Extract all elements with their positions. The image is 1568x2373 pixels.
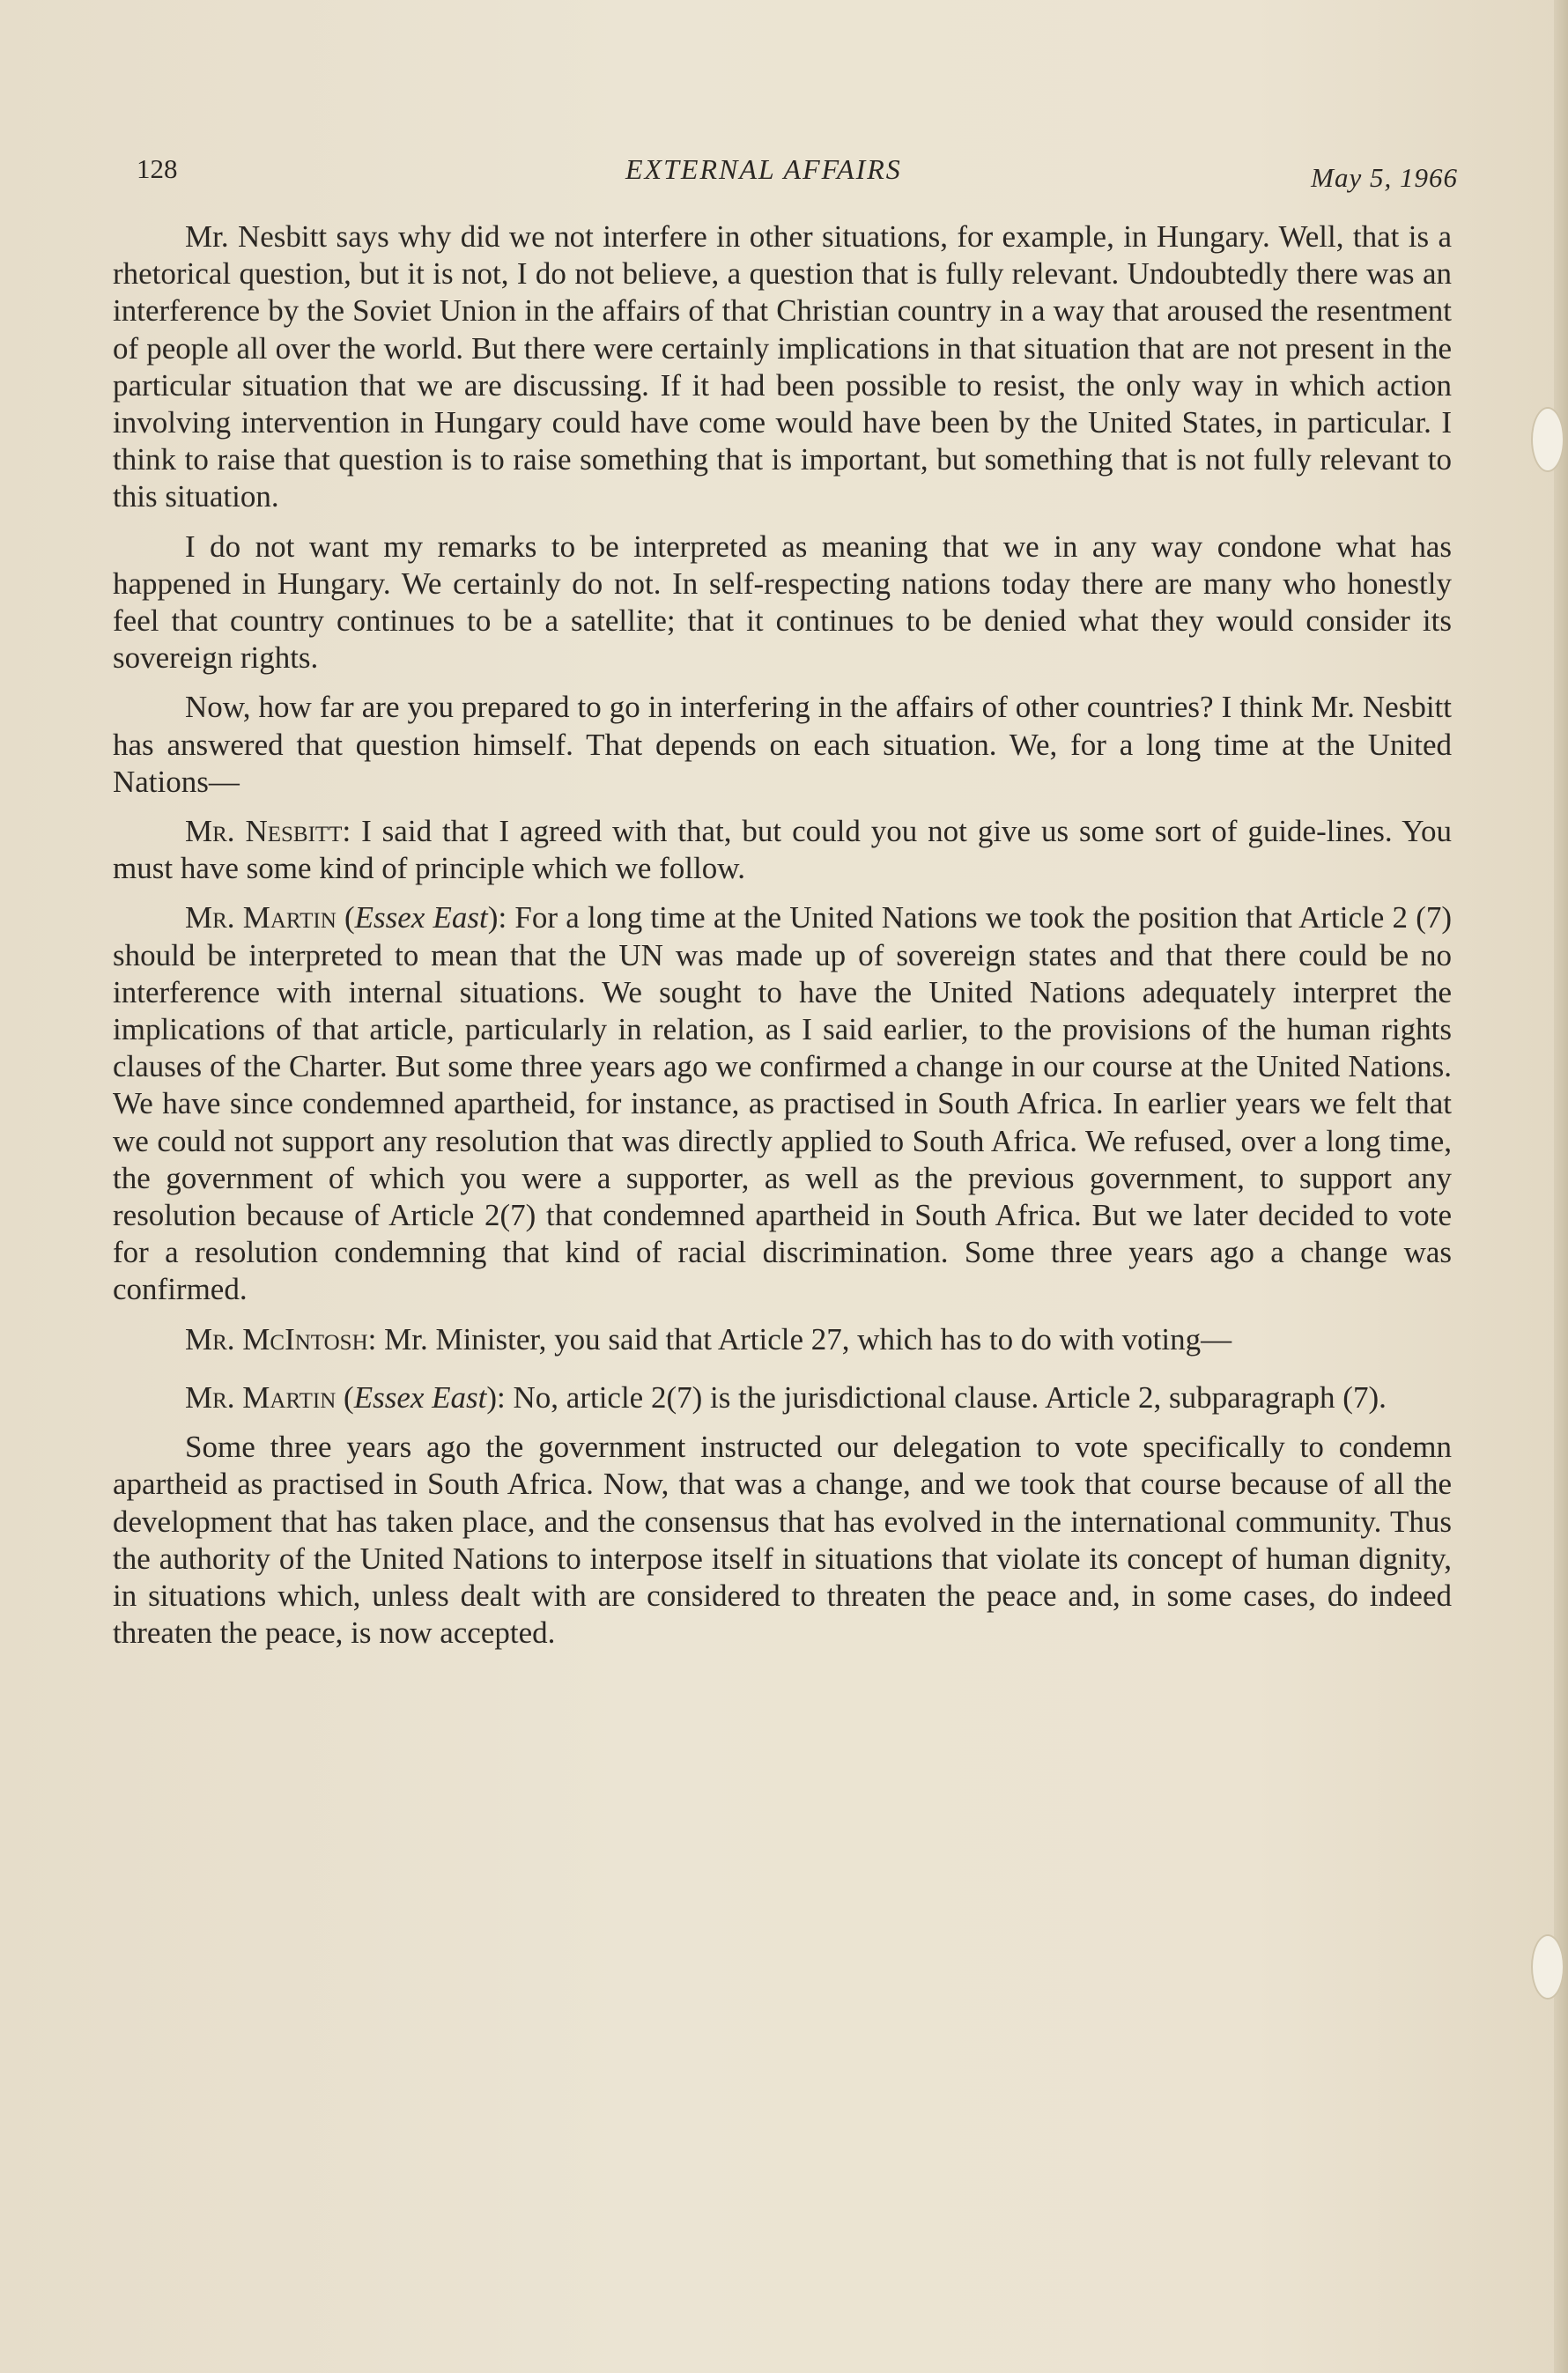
page-edge: [1554, 0, 1568, 2373]
paragraph-text: : No, article 2(7) is the jurisdictional clause. Article 2, subparagraph (7).: [497, 1379, 1387, 1415]
body-text: [113, 218, 1452, 1664]
paragraph: [113, 218, 1452, 516]
paragraph-text: Some three years ago the government instructed our delegation to vote specifically to condemn apartheid as practised in South Africa. Now, that was a change, and we took that course because of all the development that has taken place, and the consensus that has evolved in the international community. Thus the authority of the United Nations to interpose itself in situations that violate its concept of human dignity, in situations which, unless dealt with are considered to threaten the peace and, in some cases, do indeed threaten the peace, is now accepted.: [113, 1430, 1452, 1651]
speaker-name: Mr. McIntosh: [185, 1321, 368, 1357]
paragraph-text: : I said that I agreed with that, but could you not give us some sort of guide-lines. You must have some kind of principle which we follow.: [113, 814, 1452, 886]
paragraph: Mr. Martin (Essex East): No, article 2(7) is the jurisdictional clause. Article 2, subparagraph (7).: [185, 1379, 1387, 1415]
paragraph: [113, 689, 1452, 801]
paragraph: [113, 1429, 1452, 1652]
speaker-name: Mr. Martin: [185, 1379, 337, 1415]
speaker-name: Mr. Nesbitt: [185, 814, 343, 849]
page-number: 128: [137, 153, 178, 184]
paragraph-text: I do not want my remarks to be interpreted as meaning that we in any way condone what has happened in Hungary. We certainly do not. In self-respecting nations today there are many who honestly feel that country continues to be a satellite; that it continues to be denied what they would consider its sovereign rights.: [113, 529, 1452, 676]
speaker-name: Mr. Martin: [185, 900, 337, 935]
paragraph-text: : For a long time at the United Nations we took the position that Article 2 (7) should be interpreted to mean that the UN was made up of sovereign states and that there could be no interference with internal situations. We sought to have the United Nations adequately interpret the implications of that article, particularly in relation, as I said earlier, to the provisions of the human rights clauses of the Charter. But some three years ago we confirmed a change in our course at the United Nations. We have since condemned apartheid, for instance, as practised in South Africa. In earlier years we felt that we could not support any resolution that was directly applied to South Africa. We refused, over a long time, the government of which you were a supporter, as well as the previous government, to support any resolution because of Article 2(7) that condemned apartheid in South Africa. But we later decided to vote for a resolution condemning that kind of racial discrimination. Some three years ago a change was confirmed.: [113, 900, 1452, 1307]
paragraph-text: Now, how far are you prepared to go in interfering in the affairs of other countries? I think Mr. Nesbitt has answered that question himself. That depends on each situation. We, for a long time at the United Nations—: [113, 690, 1452, 799]
paragraph: [113, 813, 1452, 887]
paragraph: [113, 529, 1452, 677]
running-title: EXTERNAL AFFAIRS: [625, 153, 902, 185]
paragraph-text: : Mr. Minister, you said that Article 27, which has to do with voting—: [367, 1321, 1232, 1357]
speaker-riding: Essex East: [354, 900, 488, 935]
paragraph: Mr. Martin (Essex East): For a long time at the United Nations we took the position that Article 2 (7) should be interpreted to mean that the UN was made up of sovereign states and that there could be no interference with internal situations. We sought to have the United Nations adequately interpret the implications of that article, particularly in relation, as I said earlier, to the provisions of the human rights clauses of the Charter. But some three years ago we confirmed a change in our course at the United Nations. We have since condemned apartheid, for instance, as practised in South Africa. In earlier years we felt that we could not support any resolution that was directly applied to South Africa. We refused, over a long time, the government of which you were a supporter, as well as the previous government, to support any resolution because of Article 2(7) that condemned apartheid in South Africa. But we later decided to vote for a resolution condemning that kind of racial discrimination. Some three years ago a change was confirmed.: [113, 900, 1452, 1307]
paragraph-text: Mr. Nesbitt says why did we not interfere in other situations, for example, in Hungary. Well, that is a rhetorical question, but it is not, I do not believe, a question that is fully relevant. Undoubtedly there was an interference by the Soviet Union in the affairs of that Christian country in a way that aroused the resentment of people all over the world. But there were certainly implications in that situation that are not present in the particular situation that we are discussing. If it had been possible to resist, the only way in which action involving intervention in Hungary could have come would have been by the United States, in particular. I think to raise that question is to raise something that is important, but something that is not fully relevant to this situation.: [113, 219, 1452, 514]
speaker-riding: Essex East: [353, 1379, 487, 1415]
header-date: May 5, 1966: [1311, 162, 1458, 193]
paragraph: [113, 1321, 1452, 1358]
binding-hole: [1531, 1934, 1564, 2000]
binding-hole: [1531, 407, 1564, 472]
page-header: [137, 148, 1458, 201]
